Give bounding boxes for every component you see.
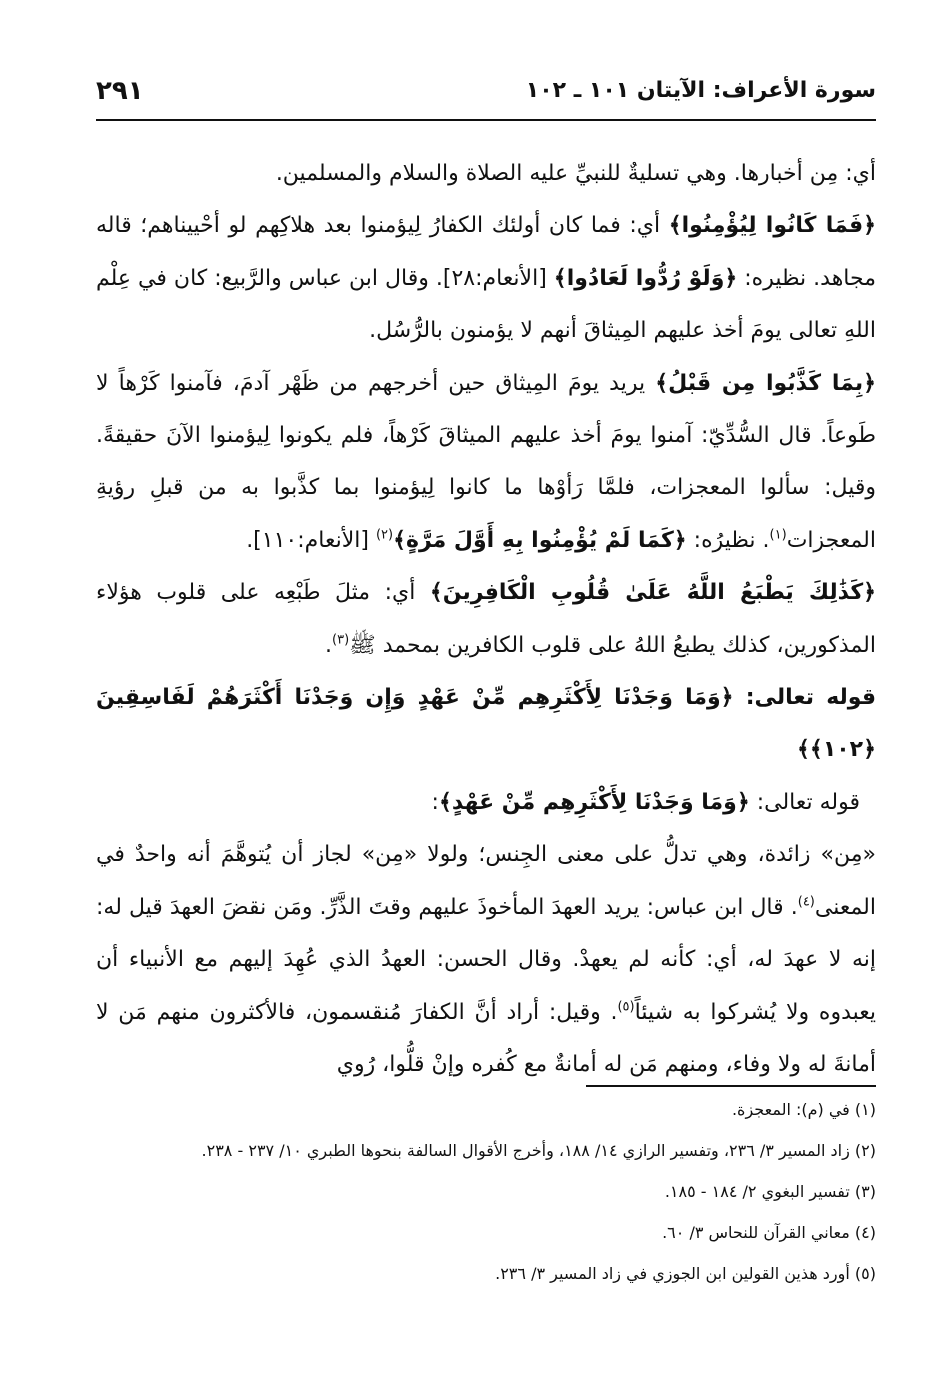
quran-quote: ﴿وَلَوْ رُدُّوا لَعَادُوا﴾ [553,265,738,291]
footnote-1: (١) في (م): المعجزة. [731,1100,876,1119]
paragraph-text: أي: مِن أخبارها. وهي تسليةٌ للنبيِّ عليه الصلاة والسلام والمسلمين. [275,161,876,186]
page-number: ٢٩١ [96,76,144,106]
subheading-prefix: قوله تعالى: [749,789,860,815]
paragraph-text: . قال ابن عباس: يريد العهدَ المأخوذَ عليهم وقتَ الذَّرِّ. ومَن نقضَ العهدَ قيل له: إنه لا عهدَ له، أي: كأنه لم يعهدْ. وقال الحسن: العهدُ الذي عُهِدَ إليهم مع الأنبياء أن يعبدوه ولا يُشركوا به شيئاً [96,894,876,1025]
quran-quote: ﴿فَمَا كَانُوا لِيُؤْمِنُوا﴾ [668,213,876,239]
verse-heading [96,672,876,777]
heading-prefix: قوله تعالى: [733,685,877,711]
footnote-ref-5: (٥) [617,999,635,1015]
paragraph-text: [الأنعام:١١٠]. [246,527,376,553]
footnote-ref-2: (٢) [375,527,394,543]
paragraph-5 [96,829,876,1091]
paragraph-4 [96,567,876,672]
footnote-4: (٤) معاني القرآن للنحاس ٣/ ٦٠. [662,1223,876,1242]
header-title: سورة الأعراف: الآيتان ١٠١ ـ ١٠٢ [525,78,876,103]
paragraph-text: «مِن» زائدة، وهي تدلُّ على معنى الجِنس؛ ولولا «مِن» لجاز أن يُتوهَّمَ أنه واحدٌ في المعنى [96,842,876,920]
quran-quote: ﴿كَمَا لَمْ يُؤْمِنُوا بِهِ أَوَّلَ مَرَّةٍ﴾ [393,527,687,553]
footnote-5: (٥) أورد هذين القولين ابن الجوزي في زاد المسير ٣/ ٢٣٦. [495,1264,876,1283]
footnote-divider [586,1085,876,1087]
quran-quote: ﴿وَمَا وَجَدْنَا لِأَكْثَرِهِم مِّنْ عَهْدٍ﴾ [438,789,750,815]
quran-quote: ﴿كَذَٰلِكَ يَطْبَعُ اللَّهُ عَلَىٰ قُلُوبِ الْكَافِرِينَ﴾ [429,580,876,606]
main-text [96,148,876,1091]
paragraph-3 [96,358,876,568]
footnote-3: (٣) تفسير البغوي ٢/ ١٨٤ - ١٨٥. [664,1182,876,1201]
running-header [96,78,876,116]
paragraph-text: . [325,632,333,658]
footnote-ref-3: (٣) [332,632,350,648]
paragraph-text: . نظيرُه: [686,527,770,553]
subheading-end: : [431,789,439,815]
paragraph-text: يريد يومَ المِيثاق حين أخرجهم من ظَهْر آدمَ، فآمنوا كَرْهاً لا طَوعاً. قال السُّدِّيّ: آمنوا يومَ أخذ عليهم الميثاقَ كَرْهاً، فلم يكونوا لِيؤمنوا الآنَ حقيقةً. وقيل: سألوا المعجزات، فلمَّا رَأوْها ما كانوا لِيؤمنوا بما كذَّبوا به من قبلِ رؤيةِ المعجزات [96,370,876,553]
footnotes [96,1095,876,1300]
paragraph-text: . وقيل: أراد أنَّ الكفارَ مُنقسمون، فالأكثرون منهم مَن لا أمانةَ له ولا وفاء، ومنهم مَن له أمانةٌ مع كُفره وإنْ قلُّوا، رُوي [96,999,876,1077]
paragraph-1 [96,148,876,200]
paragraph-2 [96,200,876,357]
header-divider [96,119,876,121]
paragraph-text: أي: مثلَ طَبْعِه على قلوب هؤلاء المذكورين، كذلك يطبعُ اللهُ على قلوب الكافرين بمحمد ﷺ [96,580,876,658]
footnote-ref-1: (١) [769,527,787,543]
footnote-ref-4: (٤) [797,894,815,910]
quran-quote: ﴿وَمَا وَجَدْنَا لِأَكْثَرِهِم مِّنْ عَهْدٍ وَإِن وَجَدْنَا أَكْثَرَهُمْ لَفَاسِقِينَ ﴿١٠٢﴾﴾ [96,685,876,763]
verse-subheading [96,777,876,829]
footnote-2: (٢) زاد المسير ٣/ ٢٣٦، وتفسير الرازي ١٤/ ١٨٨، وأخرج الأقوال السالفة بنحوها الطبري ١٠/ ٢٣٧ - ٢٣٨. [201,1141,876,1160]
paragraph-text: [الأنعام:٢٨]. وقال ابن عباس والرَّبيع: كان في عِلْم اللهِ تعالى يومَ أخذ عليهم المِيثاقَ أنهم لا يؤمنون بالرُّسُل. [96,265,876,344]
quran-quote: ﴿بِمَا كَذَّبُوا مِن قَبْلُ﴾ [655,370,876,396]
paragraph-text: أي: فما كان أولئك الكفارُ لِيؤمنوا بعد هلاكِهم لو أحْييناهم؛ قاله مجاهد. نظيره: [96,213,876,291]
